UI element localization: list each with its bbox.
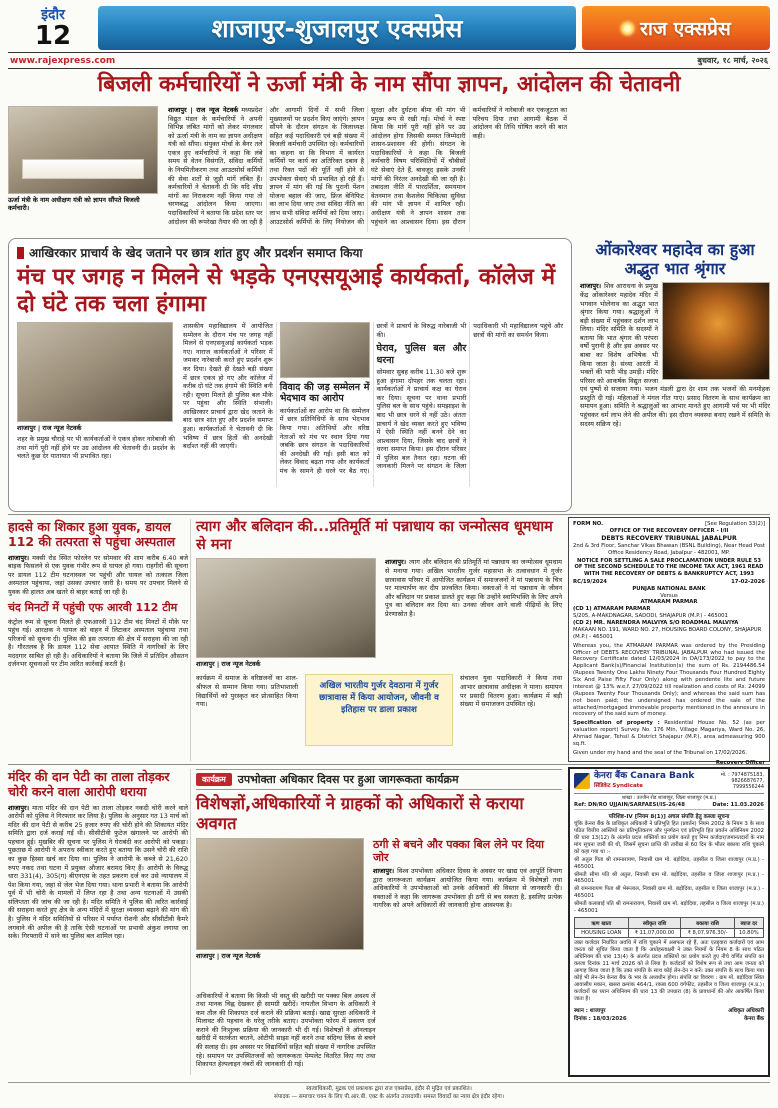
edition-date: बुधवार, १८ मार्च, २०२६: [697, 56, 768, 65]
kicker-tick-icon: [17, 247, 24, 259]
nsui-kicker: आखिरकार प्राचार्य के खेद जताने पर छात्र शांत हुए और प्रदर्शन समाप्त किया: [29, 246, 363, 260]
canara-table-header-row: [575, 917, 764, 928]
consumer-right-column: [373, 838, 562, 988]
drt-defendant: ATMARAM PARMAR: [640, 599, 698, 606]
consumer-photo-figure: [196, 838, 366, 988]
canara-paragraph-1: चूंकि केनरा बैंक के प्राधिकृत अधिकारी ने प्रतिभूति हित (प्रवर्तन) नियम 2002 के नियम 3 के साथ पठित वित्तीय आस्तियों का प्रतिभूतिकरण और पुनर्गठन एवं प्रतिभूति हित प्रवर्तन अधिनियम 2002 की धारा 13(12) के अंतर्गत प्रदत्त शक्तियों का प्रयोग करते हुए निम्न कर्जदार/जमानतदारों के नाम मांग सूचना जारी की थी, जिसमें सूचना प्राप्ति की तारीख से 60 दिन के भीतर बकाया राशि चुकाने को कहा गया था :-: [574, 820, 764, 855]
canara-sign-date: दिनांक : 18/03/2026: [574, 1015, 627, 1022]
lead-headline: बिजली कर्मचारियों ने ऊर्जा मंत्री के नाम सौंपा ज्ञापन, आंदोलन की चेतावनी: [97, 72, 681, 97]
nsui-headline: मंच पर जगह न मिलने से भड़के एनएसयूआई कार्यकर्ता, कॉलेज में दो घंटे तक चला हंगामा: [17, 264, 556, 317]
canara-sign-org: केनरा बैंक: [744, 1015, 764, 1022]
page-number: 12: [34, 20, 72, 51]
omkareshwar-dateline: शाजापुर।: [580, 282, 602, 291]
consumer-subhead: ठगी से बचने और पक्का बिल लेने पर दिया जोर: [373, 837, 544, 864]
canara-th-sanctioned: स्वीकृत राशि: [628, 917, 681, 928]
dial112-subhead: चंद मिनटों में पहुंची एफ आरवी 112 टीम: [8, 601, 178, 615]
section-label-badge: कार्यक्रम: [196, 773, 232, 786]
canara-place: स्थान : शाजापुर: [574, 1007, 606, 1014]
omkareshwar-headline: ओंकारेश्वर महादेव का हुआ अद्भुत भात श्रृंगार: [595, 240, 755, 279]
canara-bank-name-en: Canara Bank: [630, 771, 695, 781]
imprint-footer: [8, 1082, 770, 1101]
pannadhay-body-1: [385, 558, 562, 670]
highlight-box: अखिल भारतीय गुर्जर देवठाना में गुर्जर छात्रावास में किया आयोजन, जीवनी व इतिहास पर डाला प्रकाश: [305, 674, 453, 746]
drt-cd2: (CD 2) MR. NARENDRA MALVIYA S/O ROADMAL MALVIYA: [573, 620, 739, 627]
column-rule-bottom: [190, 769, 191, 1075]
canara-ref-row: [574, 802, 764, 810]
canara-date: Date: 11.03.2026: [712, 801, 764, 808]
drt-officer-title: Recovery Officer: [715, 759, 765, 766]
drt-office-2: DEBTS RECOVERY TRIBUNAL JABALPUR: [601, 534, 737, 542]
lead-story: [8, 106, 770, 234]
drt-case-date: 17-02-2026: [731, 578, 765, 585]
divider-middle: [8, 514, 770, 515]
drt-case-row: [573, 579, 765, 586]
drt-versus: Versus: [660, 592, 678, 599]
dial112-dateline: शाजापुर।: [8, 553, 30, 562]
nsui-photo-credit: शाजापुर | राज न्यूज नेटवर्क: [17, 424, 82, 433]
theft-body-text: माता मंदिर की दान पेटी का ताला तोड़कर नकदी चोरी करने वाले आरोपी को पुलिस ने गिरफ्तार कर लिया है। पुलिस के अनुसार गत 13 मार्च को मंदिर की दान पेटी से करीब 25 हजार रुपए की चोरी होने की शिकायत मंदिर समिति द्वारा दर्ज कराई गई थी। सीसीटीवी फुटेज खंगालने पर आरोपी की पहचान हुई। मुखबिर की सूचना पर पुलिस ने घेराबंदी कर आरोपी को पकड़ा। पूछताछ में आरोपी ने अपराध स्वीकार करते हुए बताया कि उसने चोरी की राशि का कुछ हिस्सा खर्च कर दिया था। पुलिस ने आरोपी के कब्जे से 21,620 रुपए नकद तथा घटना में प्रयुक्त औजार बरामद किए हैं। आरोपी के विरुद्ध धारा 331(4), 305(ग) बीएनएस के तहत प्रकरण दर्ज कर उसे न्यायालय में पेश किया गया, जहां से जेल भेज दिया गया। थाना प्रभारी ने बताया कि आरोपी पूर्व में भी चोरी के मामलों में लिप्त रहा है तथा अन्य घटनाओं में उसकी संलिप्तता की जांच की जा रही है। मंदिर समिति ने पुलिस की त्वरित कार्रवाई की सराहना करते हुए क्षेत्र के अन्य मंदिरों में सुरक्षा व्यवस्था बढ़ाने की मांग की है। पुलिस ने मंदिर समितियों से परिसर में पर्याप्त रोशनी और सीसीटीवी कैमरे लगवाने की अपील की है ताकि ऐसी घटनाओं पर प्रभावी अंकुश लगाया जा सके। गिरफ्तारी में थाने का पुलिस बल शामिल रहा।: [8, 803, 188, 941]
drt-address: 2nd & 3rd Floor, Sanchar Vikas Bhawan (BSNL Building), Near Head Post Office Residency Road, Jabalpur - 482001, MP.: [573, 542, 765, 556]
canara-bank-name: [594, 772, 694, 791]
divider-bottom: [8, 764, 770, 765]
consumer-body-1: [373, 867, 562, 910]
masthead-title: शाजापुर-शुजालपुर एक्सप्रेस: [98, 6, 576, 50]
drt-spec: [573, 720, 765, 748]
pannadhay-body-2: कार्यक्रम में समाज के वरिष्ठजनों का शाल-श्रीफल से सम्मान किया गया। प्रतिभाशाली विद्यार्थियों को पुरस्कृत कर प्रोत्साहित किया गया।: [196, 674, 298, 709]
nsui-columns: [183, 322, 563, 487]
sun-logo-icon: [621, 22, 634, 35]
drt-spec-label: Specification of property :: [573, 720, 660, 727]
imprint-line-2: संपादक — समाचार चयन के लिए पी.आर.बी. एक्ट के अंतर्गत उत्तरदायी। समस्त विवादों का न्याय क्षेत्र इंदौर रहेगा।: [274, 1094, 504, 1101]
edition-city-box: [8, 6, 98, 50]
pannadhay-photo-caption: शाजापुर | राज न्यूज नेटवर्क: [196, 660, 261, 669]
dial112-story: [8, 519, 188, 761]
consumer-body-1-text: विश्व उपभोक्ता अधिकार दिवस के अवसर पर खाद्य एवं आपूर्ति विभाग द्वारा जागरूकता कार्यक्रम आयोजित किया गया। कार्यक्रम में विशेषज्ञों तथा अधिकारियों ने उपभोक्ताओं को उनके अधिकारों की विस्तार से जानकारी दी। वक्ताओं ने कहा कि जागरूक उपभोक्ता ही ठगी से बच सकता है, इसलिए प्रत्येक नागरिक को अपने अधिकारों की जानकारी होना आवश्यक है।: [373, 866, 562, 910]
lead-body: [168, 106, 770, 232]
consumer-strip: [196, 769, 562, 790]
nsui-kicker-row: [17, 244, 563, 261]
canara-th-loan: ऋण खाता: [575, 917, 629, 928]
theft-story: [8, 769, 188, 1075]
canara-borrower-2: श्रीमती सीमा पति श्री अतुल, निवासी ग्राम मो. बड़ोदिया, तहसील व जिला शाजापुर (म.प्र.) - 465001: [574, 871, 764, 885]
pannadhay-body-3: संचालन युवा पदाधिकारी ने किया तथा आभार छात्रावास अधीक्षक ने माना। समापन पर प्रसादी वितरण हुआ। कार्यक्रम में बड़ी संख्या में समाजजन उपस्थित रहे।: [460, 674, 562, 709]
canara-appendix-title: परिशिष्ट-IV [नियम 8(1)] अचल संपत्ति हेतु कब्जा सूचना: [608, 813, 730, 820]
pannadhay-bottom-row: [196, 674, 562, 746]
canara-th-rate: ब्याज दर: [734, 917, 763, 928]
canara-bank-logo-icon: [574, 773, 590, 789]
nsui-body-1: शासकीय महाविद्यालय में आयोजित सम्मेलन के दौरान मंच पर जगह नहीं मिलने से एनएसयूआई कार्यकर्ता भड़क गए। नाराज कार्यकर्ताओं ने परिसर में जमकर नारेबाजी करते हुए प्रदर्शन शुरू कर दिया। देखते ही देखते बड़ी संख्या में छात्र एकत्र हो गए और कॉलेज में करीब दो घंटे तक हंगामे की स्थिति बनी रही। सूचना मिलते ही पुलिस बल मौके पर पहुंचा और स्थिति संभाली। आखिरकार प्राचार्य द्वारा खेद जताने के बाद छात्र शांत हुए और प्रदर्शन समाप्त हुआ। कार्यकर्ताओं ने चेतावनी दी कि भविष्य में छात्र हितों की अनदेखी बर्दाश्त नहीं की जाएगी।: [183, 322, 273, 451]
canara-borrower-4: श्रीमती कलाबाई पति श्री रामनारायण, निवासी ग्राम मो. बड़ोदिया, तहसील व जिला शाजापुर (म.प्र.) - 465001: [574, 901, 764, 914]
drt-applicant: PUNJAB NATIONAL BANK: [632, 585, 706, 592]
consumer-kicker: उपभोक्ता अधिकार दिवस पर हुआ जागरूकता कार्यक्रम: [237, 773, 459, 786]
drt-legal-notice: [568, 517, 770, 766]
canara-header: [574, 772, 764, 794]
pannadhay-story: [196, 519, 562, 761]
canara-branch-address: शाखा : उज्जैन रोड शाजापुर, जिला शाजापुर (म.प्र.): [621, 794, 717, 801]
consumer-content: [196, 838, 562, 988]
lead-photo-caption: ऊर्जा मंत्री के नाम अधीक्षण यंत्री को ज्ञापन सौंपते बिजली कर्मचारी।: [8, 196, 140, 212]
drt-cd1: (CD 1) ATMARAM PARMAR: [573, 606, 651, 613]
imprint-line-1: स्वत्वाधिकारी, मुद्रक एवं प्रकाशक द्वारा राज एक्सप्रेस, इंदौर से मुद्रित एवं प्रकाशित।: [306, 1086, 472, 1092]
consumer-headline: विशेषज्ञों,अधिकारियों ने ग्राहकों को अधिकारों से कराया अवगत: [196, 794, 524, 833]
nsui-left-note: शहर के प्रमुख चौराहे पर भी कार्यकर्ताओं ने एकत्र होकर नारेबाजी की तथा मांगें पूरी नहीं होने पर उग्र आंदोलन की चेतावनी दी। प्रदर्शन के चलते कुछ देर यातायात भी प्रभावित रहा।: [17, 435, 175, 461]
edition-city: इंदौर: [41, 6, 65, 23]
canara-bank-notice: [568, 767, 770, 1077]
canara-td-rate: 10.80%: [734, 928, 763, 937]
dial112-body-1: [8, 554, 188, 597]
page-header: [8, 6, 770, 50]
consumer-dateline: शाजापुर।: [373, 866, 395, 875]
lead-body-text: मध्यप्रदेश विद्युत मंडल के कर्मचारियों ने अपनी विभिन्न लंबित मांगों को लेकर मंगलवार को ऊर्जा मंत्री के नाम का ज्ञापन अधीक्षण यंत्री को सौंपा। संयुक्त मोर्चा के बैनर तले एकत्र हुए कर्मचारियों ने कहा कि लंबे समय से वेतन विसंगति, संविदा कर्मियों के नियमितीकरण तथा आउटसोर्स कर्मियों की सेवा शर्तों से जुड़ी मांगें लंबित हैं। कर्मचारियों ने चेतावनी दी कि यदि शीघ्र मांगों का निराकरण नहीं किया गया तो चरणबद्ध आंदोलन किया जाएगा। पदाधिकारियों ने बताया कि प्रदेश स्तर पर आंदोलन की रूपरेखा तैयार की जा रही है और आगामी दिनों में सभी जिला मुख्यालयों पर प्रदर्शन किए जाएंगे। ज्ञापन सौंपने के दौरान संगठन के जिलाध्यक्ष सहित कई पदाधिकारी एवं बड़ी संख्या में बिजली कर्मचारी उपस्थित रहे। कर्मचारियों का कहना था कि विभाग में कार्यरत कर्मियों पर कार्य का अतिरिक्त दबाव है तथा रिक्त पदों की पूर्ति नहीं होने से उपभोक्ता सेवाएं भी प्रभावित हो रही हैं। ज्ञापन में मांग की गई कि पुरानी पेंशन योजना बहाल की जाए, फ्रिंज बेनिफिट का लाभ दिया जाए तथा संविदा नीति का लाभ सभी संविदा कर्मियों को दिया जाए। आउटसोर्स कर्मियों के लिए नियोजन की सुरक्षा और दुर्घटना बीमा की मांग भी प्रमुख रूप से रखी गई। मोर्चा ने स्पष्ट किया कि मांगें पूरी नहीं होने पर उग्र आंदोलन होगा जिसकी समस्त जिम्मेदारी शासन-प्रशासन की होगी। संगठन के पदाधिकारियों ने कहा कि बिजली कर्मचारी विषम परिस्थितियों में चौबीसों घंटे सेवाएं देते हैं, बावजूद इसके उनकी मांगों की निरंतर अनदेखी की जा रही है। तबादला नीति में पारदर्शिता, समयमान वेतनमान तथा कैशलेस चिकित्सा सुविधा की मांग भी ज्ञापन में शामिल रही। अधीक्षण यंत्री ने ज्ञापन शासन तक पहुंचाने का आश्वासन दिया। इस दौरान कर्मचारियों ने नारेबाजी कर एकजुटता का परिचय दिया तथा आगामी बैठक में आंदोलन की तिथि घोषित करने की बात कही।: [168, 106, 567, 226]
lead-photo-figure: [8, 106, 160, 234]
pannadhay-headline: त्याग और बलिदान की...प्रतिमूर्ति मां पन्नाधाय का जन्मोत्सव धूमधाम से मना: [196, 519, 553, 553]
canara-signatory: [728, 1006, 764, 1022]
omkareshwar-body: [580, 282, 770, 507]
lead-photo: [8, 106, 158, 194]
canara-borrower-3: श्री रामनारायण पिता श्री भेरूलाल, निवासी ग्राम मो. बड़ोदिया, तहसील व जिला शाजापुर (म.प्र.) - 465001: [574, 886, 764, 900]
drt-notice-title: NOTICE FOR SETTLING A SALE PROCLAMATION UNDER RULE 53 OF THE SECOND SCHEDULE TO THE INCOME TAX ACT, 1961 READ WITH THE RECOVERY OF DEBTS & BANKRUPTCY ACT, 1993: [574, 557, 764, 578]
canara-footer-row: [574, 1006, 764, 1022]
drt-case-no: RC/19/2024: [573, 578, 607, 585]
nsui-story: [8, 238, 572, 512]
omkareshwar-photo: [662, 282, 770, 380]
dial112-body-2: कंट्रोल रूम से सूचना मिलते ही एफआरवी 112 टीम चंद मिनटों में मौके पर पहुंच गई। आरक्षक ने घायल को वाहन में लिटाकर अस्पताल पहुंचाया तथा परिजनों को सूचना दी। पुलिस की इस तत्परता की क्षेत्र में सराहना की जा रही है। गौरतलब है कि डायल 112 सेवा आपात स्थिति में नागरिकों के लिए मददगार साबित हो रही है। अधिकारियों ने बताया कि जिले में प्रतिदिन औसतन दर्जनभर सूचनाओं पर टीम त्वरित कार्रवाई करती है।: [8, 617, 188, 669]
pannadhay-body-1-text: त्याग और बलिदान की प्रतिमूर्ति मां पन्नाधाय का जन्मोत्सव धूमधाम से मनाया गया। अखिल भारतीय गुर्जर महासभा के तत्वावधान में गुर्जर छात्रावास परिसर में आयोजित कार्यक्रम में समाजजनों ने मां पन्नाधाय के चित्र पर माल्यार्पण कर दीप प्रज्वलित किया। वक्ताओं ने मां पन्नाधाय के जीवन और बलिदान पर प्रकाश डालते हुए कहा कि उन्होंने स्वामिभक्ति के लिए अपने पुत्र का बलिदान कर दिया था। उनका जीवन आने वाली पीढ़ियों के लिए प्रेरणास्रोत है।: [385, 558, 562, 618]
canara-bank-name-hi: केनरा बैंक: [594, 771, 628, 781]
canara-paragraph-2: उक्त कर्जदार निर्धारित अवधि में राशि चुकाने में असफल रहे हैं, अतः एतद्द्वारा कर्जदारों एवं आम जनता को सूचित किया जाता है कि अधोहस्ताक्षरी ने उक्त नियमों के नियम 8 के साथ पठित अधिनियम की धारा 13(4) के अंतर्गत प्रदत्त शक्तियों का प्रयोग करते हुए नीचे वर्णित संपत्ति का कब्जा दिनांक 11 मार्च 2026 को ले लिया है। कर्जदारों को विशेष रूप से तथा आम जनता को आगाह किया जाता है कि उक्त संपत्ति के साथ कोई लेन-देन न करें। उक्त संपत्ति के साथ किया गया कोई भी लेन-देन केनरा बैंक के भार के अध्यधीन होगा। संपत्ति का विवरण : ग्राम मो. बड़ोदिया स्थित आवासीय मकान, खसरा क्रमांक 464/1, रकबा 600 वर्गफीट, तहसील व जिला शाजापुर (म.प्र.)। कर्जदारों का ध्यान अधिनियम की धारा 13 की उपधारा (8) के प्रावधानों की ओर आकर्षित किया जाता है।: [574, 939, 764, 1002]
website-link[interactable]: www.rajexpress.com: [10, 55, 116, 66]
column-rule-middle: [190, 519, 191, 761]
omkareshwar-body-text: शिव आराधना के प्रमुख केंद्र ओंकारेश्वर महादेव मंदिर में भगवान भोलेनाथ का अद्भुत भात श्रृंगार किया गया। श्रद्धालुओं ने बड़ी संख्या में पहुंचकर दर्शन लाभ लिया। मंदिर समिति के सदस्यों ने बताया कि भात श्रृंगार की परंपरा वर्षों पुरानी है और इस अवसर पर बाबा का विशेष अभिषेक भी किया जाता है। संध्या आरती में भक्तों की भारी भीड़ उमड़ी। मंदिर परिसर को आकर्षक विद्युत सज्जा एवं पुष्पों से सजाया गया। भजन मंडली द्वारा देर शाम तक भजनों की मनमोहक प्रस्तुति दी गई। महिलाओं ने मंगल गीत गाए। प्रसाद वितरण के साथ कार्यक्रम का समापन हुआ। समिति ने श्रद्धालुओं का आभार मानते हुए आगामी पर्व पर भी मंदिर पहुंचकर धर्म लाभ लेने की अपील की। इस दौरान व्यवस्था बनाए रखने में समिति के सदस्य सक्रिय रहे।: [580, 282, 770, 428]
drt-cd2-address: MAKAAN NO. 191, WARD NO. 27, HOUSING BOARD COLONY, SHAJAPUR (M.P.) - 465001: [573, 626, 762, 640]
nsui-subhead-2: घेराव, पुलिस बल और धरना: [376, 343, 467, 366]
dial112-headline: हादसे का शिकार हुआ युवक, डायल 112 की तत्परता से पहुंचा अस्पताल: [8, 519, 176, 550]
nsui-content: [17, 322, 563, 487]
nsui-photo-2: [280, 322, 370, 378]
drt-regulation: [See Regulation 33(2)]: [705, 521, 765, 527]
canara-th-outstanding: बकाया राशि: [681, 917, 734, 928]
canara-td-sanctioned: ₹ 11,07,000.00: [628, 928, 681, 937]
theft-headline: मंदिर की दान पेटी का ताला तोड़कर चोरी करने वाला आरोपी धराया: [8, 769, 170, 800]
canara-place-date: [574, 1006, 627, 1022]
brand-logo: [582, 6, 770, 50]
omkareshwar-story: [580, 240, 770, 512]
dial112-body-1-text: मक्सी रोड स्थित फोरलेन पर सोमवार की शाम करीब 6.40 बजे बाइक फिसलने से एक युवक गंभीर रूप से घायल हो गया। राहगीरों की सूचना पर डायल 112 टीम घटनास्थल पर पहुंची और घायल को तत्काल जिला अस्पताल पहुंचाया, जहां उसका उपचार जारी है। समय पर उपचार मिलने से युवक की हालत अब खतरे से बाहर बताई जा रही है।: [8, 553, 188, 596]
consumer-body-2: अधिकारियों ने बताया कि किसी भी वस्तु की खरीदी पर पक्का बिल अवश्य लें तथा मानक चिह्न देखकर ही सामग्री खरीदें। नापतौल विभाग के अधिकारी ने कम तौल की शिकायत दर्ज कराने की प्रक्रिया बताई। खाद्य सुरक्षा अधिकारी ने मिलावट की पहचान के घरेलू तरीके बताए। उपभोक्ता फोरम में प्रकरण दर्ज कराने की निःशुल्क प्रक्रिया की जानकारी भी दी गई। विशेषज्ञों ने ऑनलाइन खरीदी में सतर्कता बरतने, ओटीपी साझा नहीं करने तथा संदिग्ध लिंक से बचने की सलाह दी। इस अवसर पर विद्यार्थियों सहित बड़ी संख्या में नागरिक उपस्थित रहे। समापन पर उपस्थितजनों को जागरूकता पेम्पलेट वितरित किए गए तथा शिकायत हेल्पलाइन नंबरों की जानकारी दी गई।: [196, 991, 376, 1069]
canara-td-loan: HOUSING LOAN: [575, 928, 629, 937]
drt-office-1: OFFICE OF THE RECOVERY OFFICER - I/II: [609, 527, 729, 534]
drt-spec-text: Residential House No. 52 (as per valuation report) Survey No. 176 Min, Village Magariya, Ward No. 26, Ahmad Nagar, Tehsil & District Shajapur (M.P.), area admeasuring 900 sq.ft.: [573, 720, 766, 747]
consumer-story: [196, 769, 562, 1075]
canara-phones: मो. : 7974875183, 9826687677, 7999556244: [720, 772, 764, 791]
pannadhay-photo: [196, 558, 376, 658]
drt-cd1-address: S/205, A-MAKDNAGAR, SADODI, SHAJAPUR (M.P.) - 465001: [573, 613, 728, 620]
pannadhay-photo-figure: [196, 558, 378, 670]
drt-body: Whereas you, the ATMARAM PARMAR was ordered by the Presiding Officer of DEBTS RECOVERY TRIBUNAL JABALPUR who had issued the Recovery Certificate dated 12/03/2024 in DA/173/2022 to pay to the Applicant Bank(s)/Financial Institution(s) the sum of Rs. 2194486.54 (Rupees Twenty One Lakhs Ninety Four Thousands Four Hundred Eighty Six And Paise Fifty Four Only) along with pendente lite and future interest @ 13% w.e.f. 27/09/2022 till realization and costs of Rs. 24099 (Rupees Twenty Four Thousands Only); and whereas the said sum has not been paid; the undersigned has ordered the sale of the attached/mortgaged immovable property mentioned in the annexure in recovery of the said sum of money.: [573, 642, 765, 718]
nsui-body-3: सोमवार सुबह करीब 11.30 बजे शुरू हुआ हंगामा दोपहर तक चलता रहा। कार्यकर्ताओं ने प्राचार्य कक्ष का घेराव कर दिया। सूचना पर थाना प्रभारी पुलिस बल के साथ पहुंचे। समझाइश के बाद भी छात्र धरने से नहीं उठे। अंततः प्राचार्य ने खेद व्यक्त करते हुए भविष्य में ऐसी स्थिति नहीं बनने देने का आश्वासन दिया, जिसके बाद छात्रों ने धरना समाप्त किया। इस दौरान परिसर में पुलिस बल तैनात रहा। घटना की जानकारी मिलने पर संगठन के जिला पदाधिकारी भी महाविद्यालय पहुंचे और छात्रों की मांगों का समर्थन किया।: [376, 322, 563, 471]
canara-ref: Ref: DN/RO UJJAIN/SARFAESI/IS-26/48: [574, 801, 685, 808]
banner-in-photo: [22, 159, 143, 180]
canara-table-data-row: [575, 928, 764, 937]
canara-borrower-1: श्री अतुल पिता श्री रामनारायण, निवासी ग्राम मो. बड़ोदिया, तहसील व जिला शाजापुर (म.प्र.) - 465001: [574, 856, 764, 870]
nsui-subhead-1: विवाद की जड़ सम्मेलन में भेदभाव का आरोप: [279, 382, 370, 405]
nsui-left-column: [17, 322, 175, 487]
lead-dateline: शाजापुर | राज न्यूज नेटवर्क: [168, 106, 239, 114]
drt-form-row: [573, 521, 765, 528]
canara-dues-table: [574, 917, 764, 938]
pannadhay-content: [196, 558, 562, 670]
canara-sign-title: अधिकृत अधिकारी: [728, 1007, 764, 1014]
brand-name: राज एक्सप्रेस: [640, 18, 731, 40]
canara-syndicate-tagline: सिंडिकेट Syndicate: [594, 783, 644, 790]
theft-body: [8, 804, 188, 1056]
theft-dateline: शाजापुर।: [8, 803, 30, 812]
sub-header-bar: [8, 52, 770, 69]
nsui-body-2: कार्यकर्ताओं का आरोप था कि सम्मेलन में छात्र प्रतिनिधियों के साथ भेदभाव किया गया। अतिथियों और वरिष्ठ नेताओं को मंच पर स्थान दिया गया जबकि छात्र संगठन के पदाधिकारियों की अनदेखी की गई। इसी बात को लेकर विवाद बढ़ता गया और कार्यकर्ता मंच के सामने ही धरने पर बैठ गए। छात्रों ने प्राचार्य के विरुद्ध नारेबाजी भी की।: [279, 322, 467, 475]
consumer-photo: [196, 838, 364, 950]
drt-form-no: FORM NO.: [573, 521, 604, 527]
consumer-photo-caption: शाजापुर | राज न्यूज नेटवर्क: [196, 951, 261, 960]
nsui-photo: [17, 322, 173, 422]
pannadhay-dateline: शाजापुर।: [385, 558, 407, 567]
drt-given-line: Given under my hand and the seal of the Tribunal on 17/02/2026.: [573, 749, 747, 756]
canara-td-outstanding: ₹ 8,07,976.30/-: [681, 928, 734, 937]
